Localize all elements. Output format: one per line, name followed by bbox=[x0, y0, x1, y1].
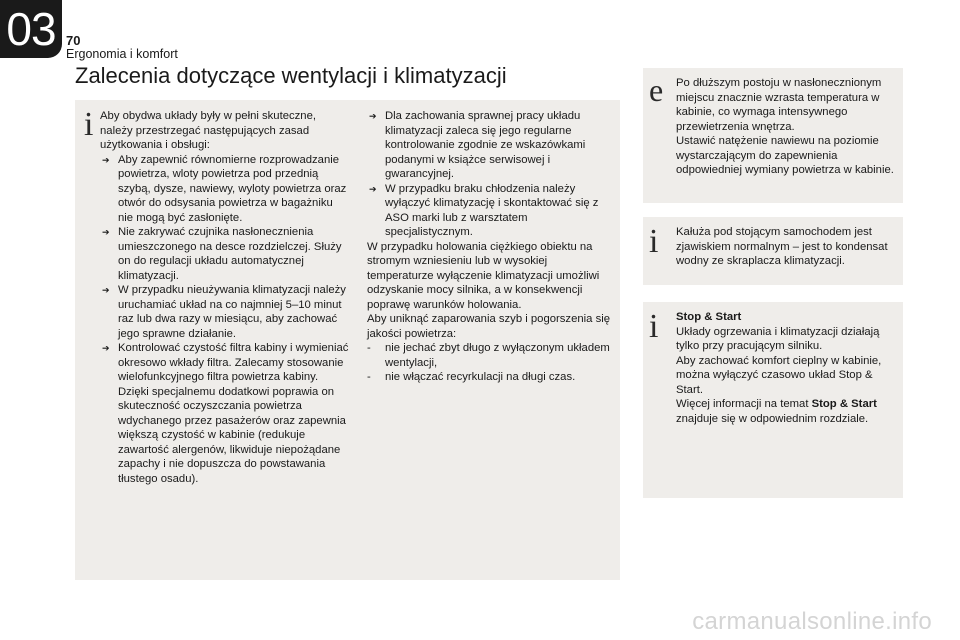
stop-start-title: Stop & Start bbox=[676, 311, 742, 323]
eco-tip-box bbox=[643, 68, 903, 203]
fog-intro-text: Aby uniknąć zaparowania szyb i pogorszenia się jakości powietrza: bbox=[367, 313, 611, 340]
list-item: ➔ Kontrolować czystość filtra kabiny i wymieniać okresowo wkłady filtra. Zalecamy stosowanie wielofunkcyjnego filtra powietrza kabiny. Dzięki specjalnemu dodatkowi poprawia on skuteczność oczyszczania powietrza wdychanego przez pasażerów oraz zapewnia większą czystość w kabinie (redukuje zawartość alergenów, likwiduje niepożądane zapachy i nie dopuszcza do powstawania tłustego osadu). bbox=[102, 342, 349, 485]
maintenance-list bbox=[367, 109, 612, 240]
info-icon: i bbox=[84, 106, 94, 143]
eco-icon: e bbox=[649, 72, 664, 108]
arrow-bullet-icon: ➔ bbox=[102, 285, 110, 295]
fog-list bbox=[367, 341, 612, 385]
list-item: ➔ W przypadku braku chłodzenia należy wyłączyć klimatyzację i skontaktować się z ASO marki lub z warsztatem specjalistycznym. bbox=[369, 182, 599, 238]
info-icon: i bbox=[649, 308, 659, 345]
eco-tip-text: Po dłuższym postoju w nasłonecznionym miejscu znacznie wzrasta temperatura w kabinie, co wymaga intensywnego przewietrzenia wnętrza. Ustawić natężenie nawiewu na poziomie wystarczającym do zapewnienia odpowiedniej wymiany powietrza w kabinie. bbox=[676, 77, 894, 176]
list-item: ➔ Dla zachowania sprawnej pracy układu klimatyzacji zaleca się jego regularne kontrolowanie zgodnie ze wskazówkami podanymi w książce serwisowej i gwarancyjnej. bbox=[369, 110, 586, 180]
page-title: Zalecenia dotyczące wentylacji i klimatyzacji bbox=[75, 63, 507, 88]
towing-text: W przypadku holowania ciężkiego obiektu na stromym wzniesieniu lub w wysokiej temperaturze wyłączenie klimatyzacji umożliwi odzyskanie mocy silnika, a w konsekwencji poprawę warunków holowania. bbox=[367, 240, 600, 311]
chapter-tab bbox=[0, 0, 62, 58]
chapter-name: Ergonomia i komfort bbox=[66, 47, 178, 61]
recommendation-list bbox=[100, 153, 350, 487]
watermark: carmanualsonline.info bbox=[692, 608, 932, 635]
page-number: 70 bbox=[66, 33, 81, 48]
stop-start-info-box bbox=[643, 302, 903, 498]
column-right bbox=[367, 109, 612, 385]
intro-text: Aby obydwa układy były w pełni skuteczne, należy przestrzegać następujących zasad użytkowania i obsługi: bbox=[100, 110, 317, 151]
condensate-info-text: Kałuża pod stojącym samochodem jest zjawiskiem normalnym – jest to kondensat wodny ze skraplacza klimatyzacji. bbox=[676, 226, 888, 267]
list-item: ➔ Aby zapewnić równomierne rozprowadzanie powietrza, wloty powietrza pod przednią szybą, dysze, nawiewy, wyloty powietrza oraz otwór do odsysania powietrza w bagażniku nie mogą być zasłonięte. bbox=[102, 153, 347, 224]
list-item: ➔ W przypadku nieużywania klimatyzacji należy uruchamiać układ na co najmniej 5–10 minut raz lub dwa razy w miesiącu, aby zachować jego sprawne działanie. bbox=[102, 284, 346, 340]
arrow-bullet-icon: ➔ bbox=[369, 111, 377, 121]
info-icon: i bbox=[649, 223, 659, 260]
main-info-panel bbox=[75, 100, 620, 580]
dash-bullet: - bbox=[367, 371, 371, 383]
arrow-bullet-icon: ➔ bbox=[369, 183, 377, 194]
arrow-bullet-icon: ➔ bbox=[102, 227, 110, 237]
stop-start-info-text: Stop & Start Układy ogrzewania i klimatyzacji działają tylko przy pracującym silniku. Aby zachować komfort cieplny w kabinie, można wyłączyć czasowo układ Stop & Start. Więcej informacji na temat Stop & Start znajduje się w odpowiednim rozdziale. bbox=[676, 310, 900, 426]
list-item: - nie włączać recyrkulacji na długi czas. bbox=[367, 371, 576, 383]
chapter-number: 03 bbox=[6, 3, 56, 55]
list-item: - nie jechać zbyt długo z wyłączonym układem wentylacji, bbox=[367, 342, 610, 369]
dash-bullet: - bbox=[367, 342, 371, 354]
arrow-bullet-icon: ➔ bbox=[102, 154, 110, 165]
list-item: ➔ Nie zakrywać czujnika nasłonecznienia umieszczonego na desce rozdzielczej. Służy on do regulacji układu automatycznej klimatyzacji. bbox=[102, 226, 342, 282]
arrow-bullet-icon: ➔ bbox=[102, 343, 110, 353]
condensate-info-box bbox=[643, 217, 903, 285]
column-left bbox=[100, 109, 350, 486]
stop-start-reference: Stop & Start bbox=[811, 398, 877, 410]
